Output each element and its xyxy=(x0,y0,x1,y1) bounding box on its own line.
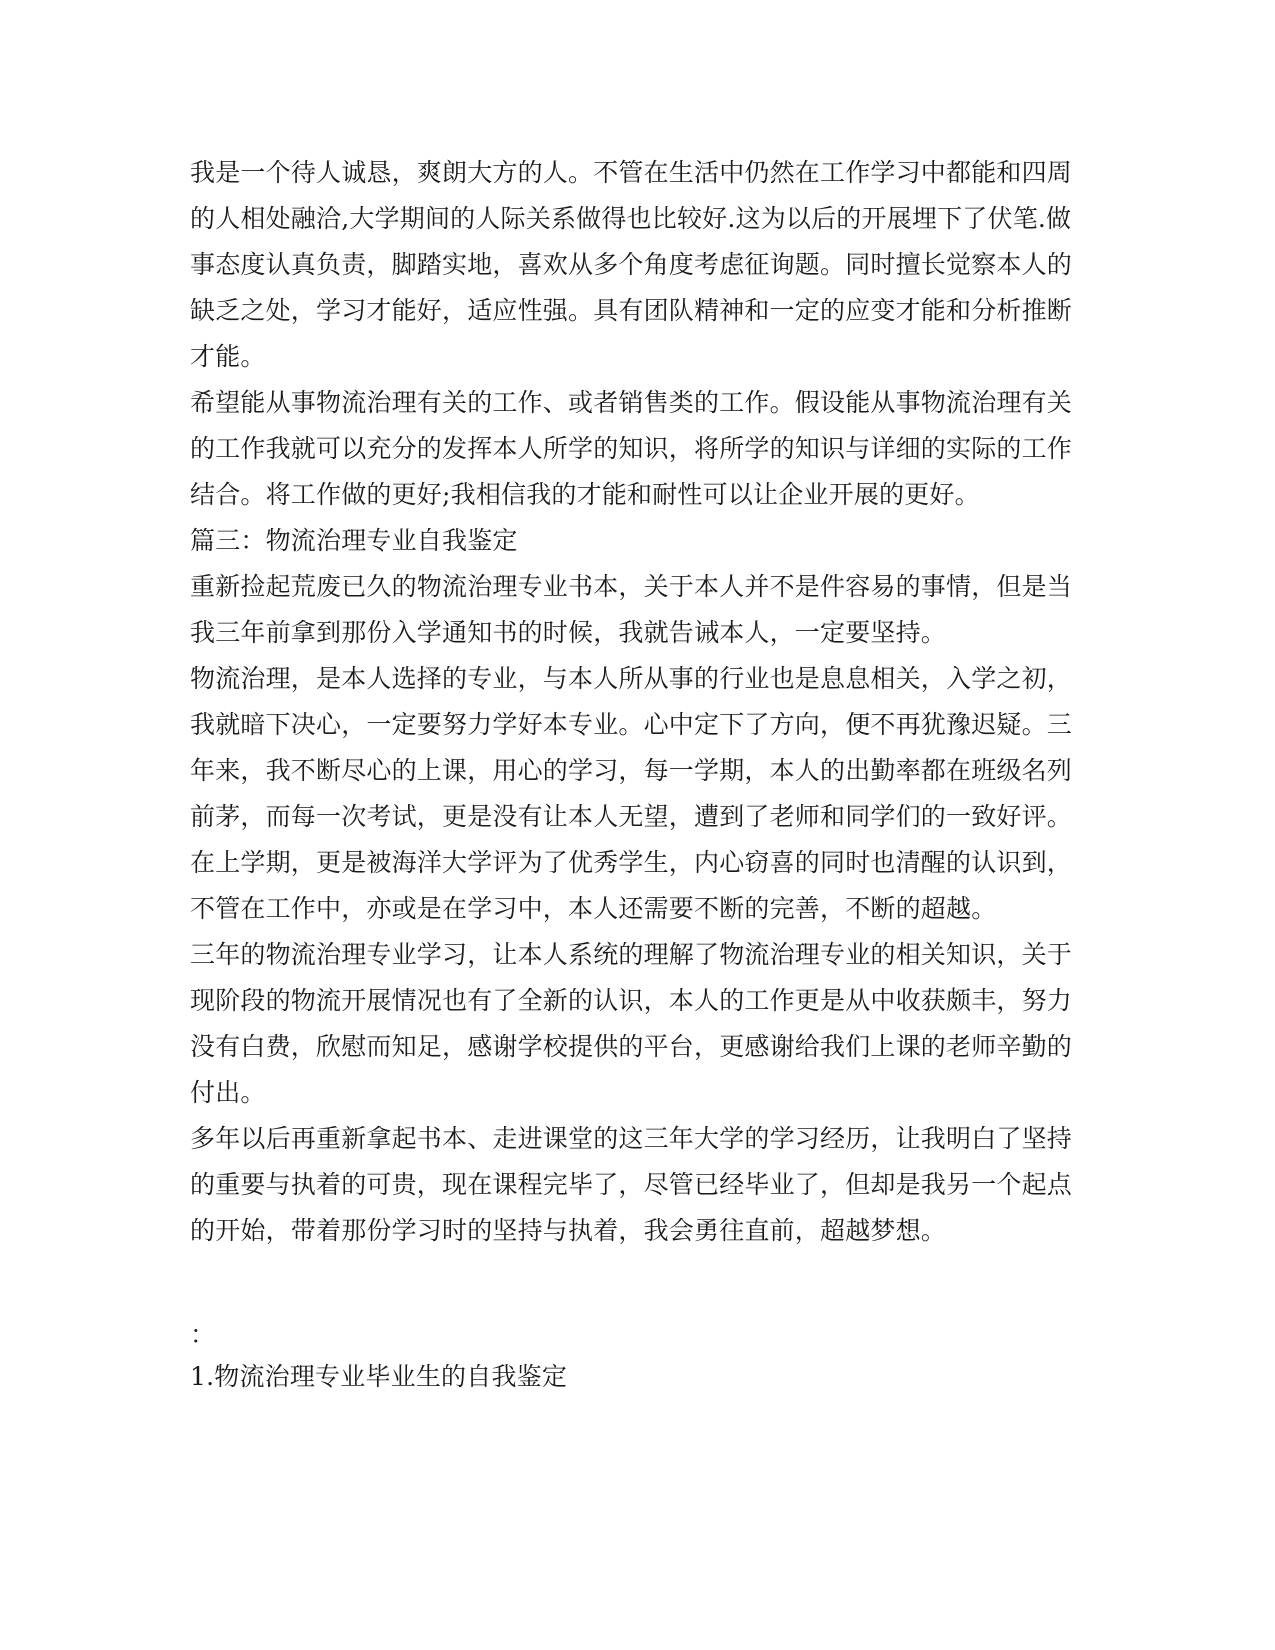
text-line: 希望能从事物流治理有关的工作、或者销售类的工作。假设能从事物流治理有关 xyxy=(190,388,1073,417)
related-article-link[interactable]: 1.物流治理专业毕业生的自我鉴定 xyxy=(190,1362,568,1391)
text-line: 付出。 xyxy=(190,1078,266,1107)
text-line: 不管在工作中，亦或是在学习中，本人还需要不断的完善，不断的超越。 xyxy=(190,894,997,923)
text-line: 年来，我不断尽心的上课，用心的学习，每一学期，本人的出勤率都在班级名列 xyxy=(190,756,1073,785)
text-line: 我是一个待人诚恳，爽朗大方的人。不管在生活中仍然在工作学习中都能和四周 xyxy=(190,158,1073,187)
text-line: 才能。 xyxy=(190,342,266,371)
text-line: 的工作我就可以充分的发挥本人所学的知识，将所学的知识与详细的实际的工作 xyxy=(190,434,1073,463)
text-line: 我就暗下决心，一定要努力学好本专业。心中定下了方向，便不再犹豫迟疑。三 xyxy=(190,710,1073,739)
text-line: 的开始，带着那份学习时的坚持与执着，我会勇往直前，超越梦想。 xyxy=(190,1216,947,1245)
text-line: 事态度认真负责，脚踏实地，喜欢从多个角度考虑征询题。同时擅长觉察本人的 xyxy=(190,250,1073,279)
text-line: 缺乏之处，学习才能好，适应性强。具有团队精神和一定的应变才能和分析推断 xyxy=(190,296,1073,325)
text-line: 在上学期，更是被海洋大学评为了优秀学生，内心窃喜的同时也清醒的认识到， xyxy=(190,848,1073,877)
text-line: 的人相处融洽,大学期间的人际关系做得也比较好.这为以后的开展埋下了伏笔.做 xyxy=(190,204,1072,233)
text-line: 现阶段的物流开展情况也有了全新的认识，本人的工作更是从中收获颇丰，努力 xyxy=(190,986,1073,1015)
text-line: 三年的物流治理专业学习，让本人系统的理解了物流治理专业的相关知识，关于 xyxy=(190,940,1073,969)
text-line: 结合。将工作做的更好;我相信我的才能和耐性可以让企业开展的更好。 xyxy=(190,480,980,509)
section-heading: 篇三：物流治理专业自我鉴定 xyxy=(190,526,518,555)
text-line: 没有白费，欣慰而知足，感谢学校提供的平台，更感谢给我们上课的老师辛勤的 xyxy=(190,1032,1073,1061)
text-line: 物流治理，是本人选择的专业，与本人所从事的行业也是息息相关，入学之初， xyxy=(190,664,1073,693)
text-line: 多年以后再重新拿起书本、走进课堂的这三年大学的学习经历，让我明白了坚持 xyxy=(190,1124,1073,1153)
text-line: 重新捡起荒废已久的物流治理专业书本，关于本人并不是件容易的事情，但是当 xyxy=(190,572,1073,601)
text-line: 前茅，而每一次考试，更是没有让本人无望，遭到了老师和同学们的一致好评。 xyxy=(190,802,1073,831)
text-line: 的重要与执着的可贵，现在课程完毕了，尽管已经毕业了，但却是我另一个起点 xyxy=(190,1170,1073,1199)
text-line: 我三年前拿到那份入学通知书的时候，我就告诫本人，一定要坚持。 xyxy=(190,618,947,647)
footer-colon: ： xyxy=(190,1320,216,1349)
